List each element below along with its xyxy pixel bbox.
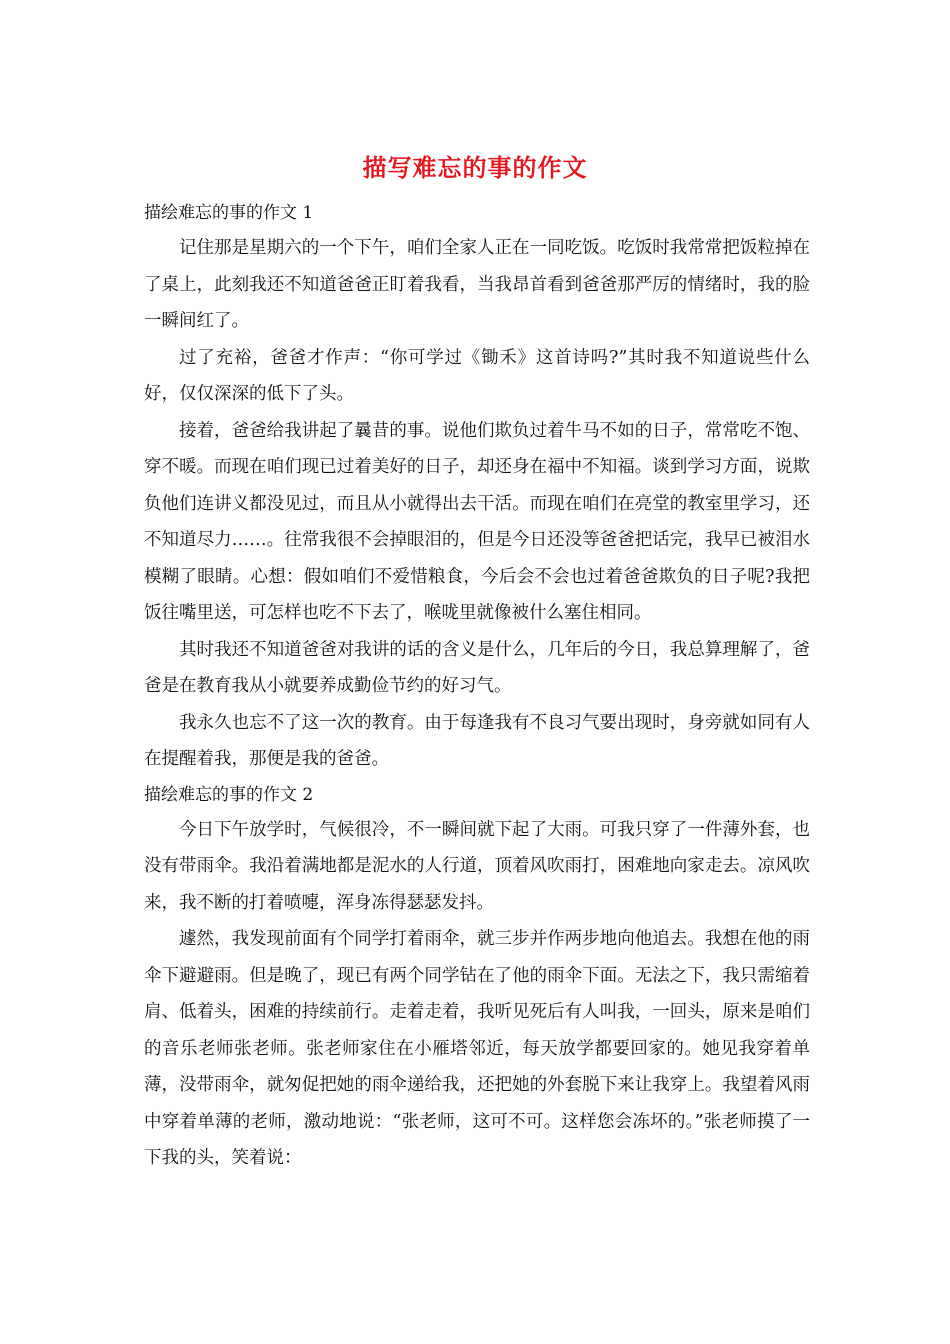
paragraph: 今日下午放学时，气候很冷，不一瞬间就下起了大雨。可我只穿了一件薄外套，也没有带雨伞。我沿着满地都是泥水的人行道，顶着风吹雨打，困难地向家走去。凉风吹来，我不断的打着喷嚏，浑身冻得瑟瑟发抖。 [144,819,810,913]
essay-section-2 [144,778,810,1177]
paragraph: 接着，爸爸给我讲起了曩昔的事。说他们欺负过着牛马不如的日子，常常吃不饱、穿不暖。而现在咱们现已过着美好的日子，却还身在福中不知福。谈到学习方面，说欺负他们连讲义都没见过，而且从小就得出去干活。而现在咱们在亮堂的教室里学习，还不知道尽力……。往常我很不会掉眼泪的，但是今日还没等爸爸把话完，我早已被泪水模糊了眼睛。心想：假如咱们不爱惜粮食，今后会不会也过着爸爸欺负的日子呢?我把饭往嘴里送，可怎样也吃不下去了，喉咙里就像被什么塞住相同。 [144,420,810,623]
document-title: 描写难忘的事的作文 [362,153,588,182]
essay-section-1 [144,196,810,778]
paragraph: 记住那是星期六的一个下午，咱们全家人正在一同吃饭。吃饭时我常常把饭粒掉在了桌上，此刻我还不知道爸爸正盯着我看，当我昂首看到爸爸那严厉的情绪时，我的脸一瞬间红了。 [144,238,810,331]
paragraph: 过了充裕，爸爸才作声：“你可学过《锄禾》这首诗吗?”其时我不知道说些什么好，仅仅深深的低下了头。 [144,347,810,404]
paragraph: 遽然，我发现前面有个同学打着雨伞，就三步并作两步地向他追去。我想在他的雨伞下避避雨。但是晚了，现已有两个同学钻在了他的雨伞下面。无法之下，我只需缩着肩、低着头，困难的持续前行。走着走着，我听见死后有人叫我，一回头，原来是咱们的音乐老师张老师。张老师家住在小雁塔邻近，每天放学都要回家的。她见我穿着单薄，没带雨伞，就匆促把她的雨伞递给我，还把她的外套脱下来让我穿上。我望着风雨中穿着单薄的老师，激动地说：“张老师，这可不可。这样您会冻坏的。”张老师摸了一下我的头，笑着说： [144,929,810,1168]
document-body [144,196,810,1177]
section-heading: 描绘难忘的事的作文 2 [144,784,314,805]
paragraph: 其时我还不知道爸爸对我讲的话的含义是什么，几年后的今日，我总算理解了，爸爸是在教育我从小就要养成勤俭节约的好习气。 [144,639,810,696]
section-heading: 描绘难忘的事的作文 1 [144,203,314,223]
paragraph: 我永久也忘不了这一次的教育。由于每逢我有不良习气要出现时，身旁就如同有人在提醒着我，那便是我的爸爸。 [144,712,810,769]
